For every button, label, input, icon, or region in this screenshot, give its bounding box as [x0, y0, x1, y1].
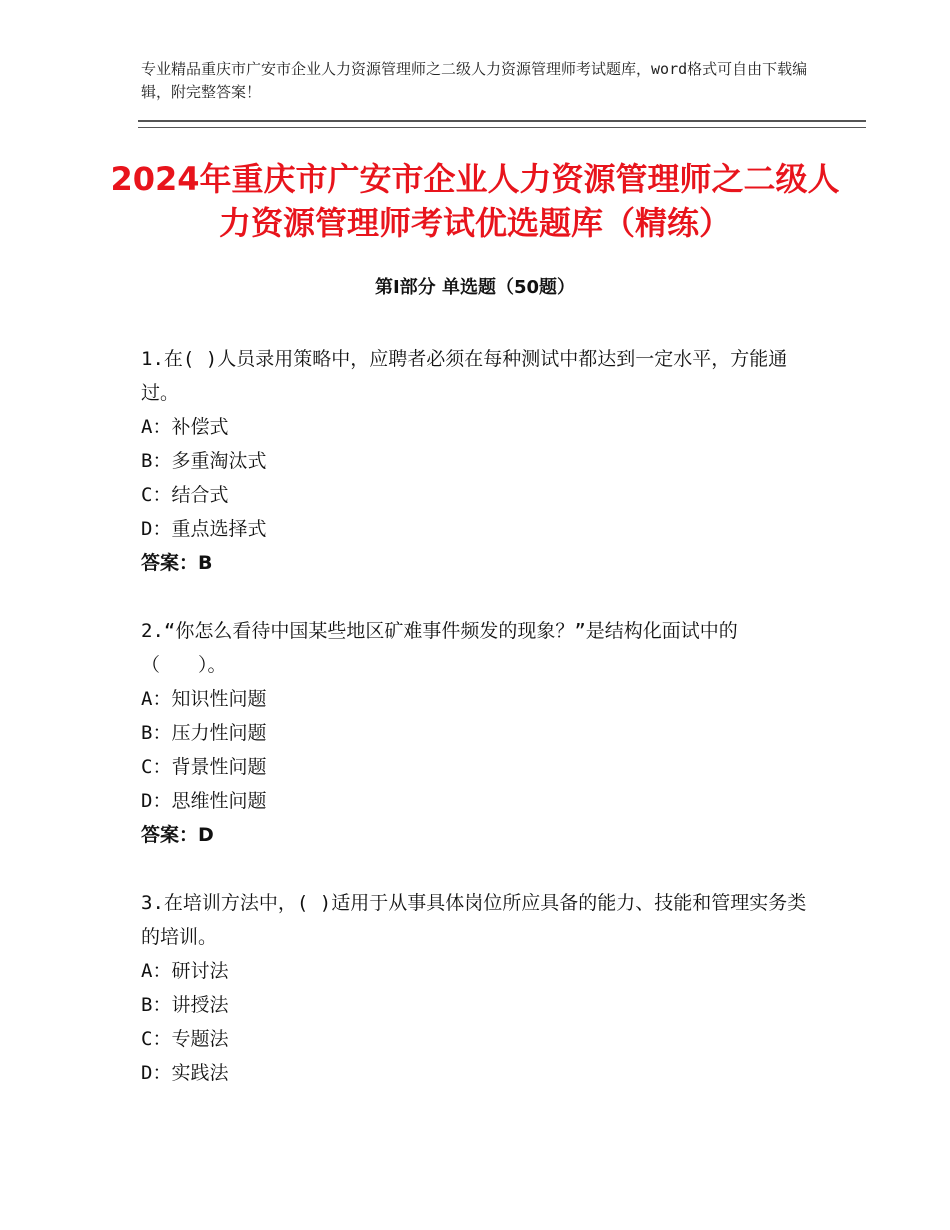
- option-b: B：讲授法: [141, 994, 229, 1016]
- option-a: A：知识性问题: [141, 688, 267, 710]
- section-title: 第Ⅰ部分 单选题（50题）: [374, 277, 575, 298]
- option-c: C：背景性问题: [141, 756, 267, 778]
- question-stem: 1.在( )人员录用策略中，应聘者必须在每种测试中都达到一定水平，方能通过。: [141, 348, 788, 404]
- option-d: D：实践法: [141, 1062, 229, 1084]
- document-title: 2024年重庆市广安市企业人力资源管理师之二级人力资源管理师考试优选题库（精练）: [110, 160, 840, 242]
- option-d: D：重点选择式: [141, 518, 267, 540]
- option-d: D：思维性问题: [141, 790, 267, 812]
- answer: 答案：D: [141, 824, 214, 846]
- option-a: A：补偿式: [141, 416, 229, 438]
- question-stem: 3.在培训方法中，( )适用于从事具体岗位所应具备的能力、技能和管理实务类的培训。: [141, 892, 807, 948]
- question-list: [141, 342, 811, 1124]
- question-1: [141, 342, 811, 580]
- question-3: [141, 886, 811, 1090]
- header-note: 专业精品重庆市广安市企业人力资源管理师之二级人力资源管理师考试题库，word格式可自由下载编辑，附完整答案！: [141, 60, 808, 101]
- option-b: B：多重淘汰式: [141, 450, 267, 472]
- option-c: C：结合式: [141, 484, 229, 506]
- option-a: A：研讨法: [141, 960, 229, 982]
- option-b: B：压力性问题: [141, 722, 267, 744]
- header-divider: [138, 120, 866, 128]
- answer: 答案：B: [141, 552, 213, 574]
- question-2: [141, 614, 811, 852]
- question-stem: 2.“你怎么看待中国某些地区矿难事件频发的现象？”是结构化面试中的（ ）。: [141, 620, 738, 676]
- option-c: C：专题法: [141, 1028, 229, 1050]
